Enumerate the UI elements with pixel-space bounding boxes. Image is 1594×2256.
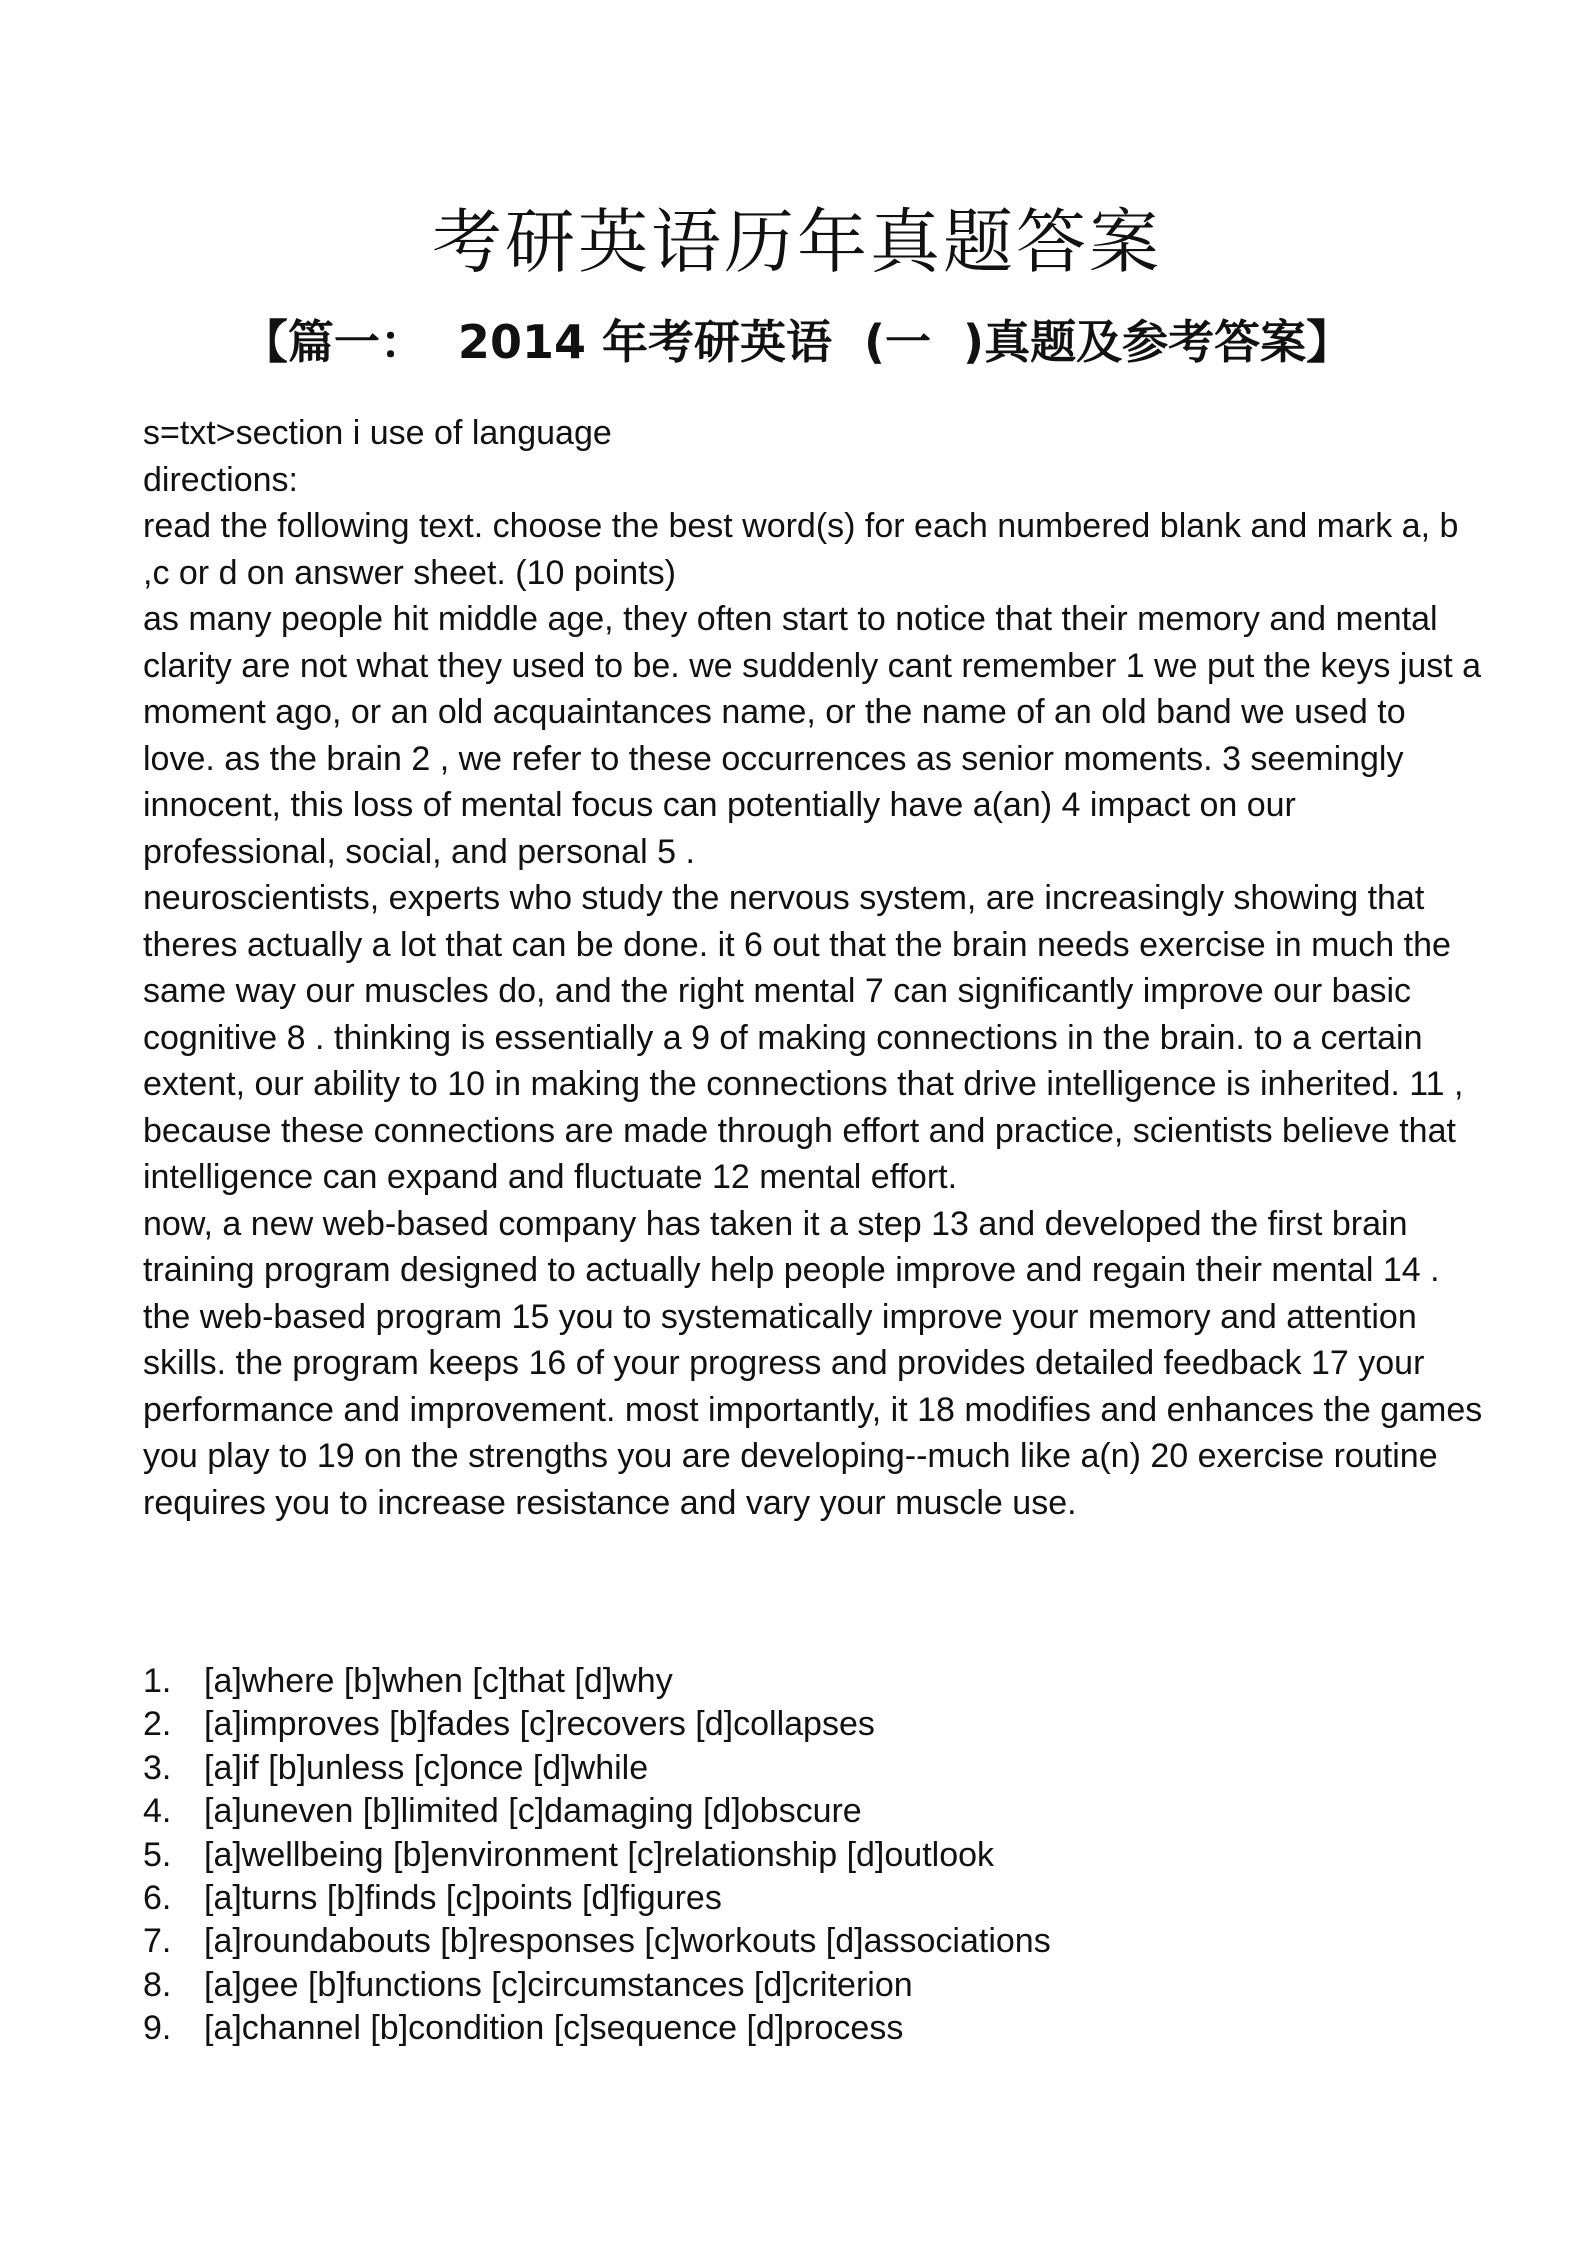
option-number: 7. bbox=[143, 1922, 172, 1961]
option-choices: [a]turns [b]finds [c]points [d]figures bbox=[204, 1878, 722, 1917]
answer-option bbox=[143, 1703, 1483, 1746]
option-number: 2. bbox=[143, 1705, 172, 1744]
option-choices: [a]gee [b]functions [c]circumstances [d]criterion bbox=[204, 1965, 913, 2004]
option-number: 8. bbox=[143, 1965, 172, 2004]
answer-option bbox=[143, 1660, 1483, 1703]
option-number: 9. bbox=[143, 2009, 172, 2048]
option-choices: [a]if [b]unless [c]once [d]while bbox=[204, 1748, 649, 1787]
passage-paragraph: now, a new web-based company has taken it a step 13 and developed the first brain training program designed to actually help people improve and regain their mental 14 . bbox=[143, 1204, 1440, 1289]
option-number: 3. bbox=[143, 1748, 172, 1787]
answer-option bbox=[143, 1834, 1483, 1877]
option-number: 6. bbox=[143, 1878, 172, 1917]
passage bbox=[143, 410, 1483, 1526]
option-choices: [a]roundabouts [b]responses [c]workouts [d]associations bbox=[204, 1922, 1051, 1961]
option-choices: [a]wellbeing [b]environment [c]relationship [d]outlook bbox=[204, 1835, 995, 1874]
answer-options-list bbox=[143, 1660, 1483, 2051]
passage-paragraph: the web-based program 15 you to systematically improve your memory and attention skills. the program keeps 16 of your progress and provides detailed feedback 17 your performance and improvement. most importantly, it 18 modifies and enhances the games you play to 19 on the strengths you are developing--much like a(n) 20 exercise routine requires you to increase resistance and vary your muscle use. bbox=[143, 1297, 1483, 1522]
answer-option bbox=[143, 1747, 1483, 1790]
option-choices: [a]channel [b]condition [c]sequence [d]process bbox=[204, 2009, 904, 2048]
answer-option bbox=[143, 1877, 1483, 1920]
answer-option bbox=[143, 2007, 1483, 2050]
option-choices: [a]uneven [b]limited [c]damaging [d]obscure bbox=[204, 1792, 862, 1831]
option-number: 5. bbox=[143, 1835, 172, 1874]
answer-option bbox=[143, 1790, 1483, 1833]
answer-option bbox=[143, 1964, 1483, 2007]
answer-option bbox=[143, 1920, 1483, 1963]
directions-text: read the following text. choose the best word(s) for each numbered blank and mark a, b ,c or d on answer sheet. (10 points) bbox=[143, 507, 1459, 592]
option-number: 4. bbox=[143, 1792, 172, 1831]
option-choices: [a]improves [b]fades [c]recovers [d]collapses bbox=[204, 1705, 875, 1744]
document-title: 考研英语历年真题答案 bbox=[432, 201, 1162, 283]
option-choices: [a]where [b]when [c]that [d]why bbox=[204, 1662, 673, 1700]
section-label: s=txt>section i use of language bbox=[143, 414, 612, 452]
passage-paragraph: as many people hit middle age, they often start to notice that their memory and mental clarity are not what they used to be. we suddenly cant remember 1 we put the keys just a moment ago, or an old acquaintances name, or the name of an old band we used to love. as the brain 2 , we refer to these occurrences as senior moments. 3 seemingly innocent, this loss of mental focus can potentially have a(an) 4 impact on our professional, social, and personal 5 . bbox=[143, 600, 1482, 871]
directions-label: directions: bbox=[143, 460, 298, 499]
passage-paragraph: neuroscientists, experts who study the nervous system, are increasingly showing that theres actually a lot that can be done. it 6 out that the brain needs exercise in much the same way our muscles do, and the right mental 7 can significantly improve our basic cognitive 8 . thinking is essentially a 9 of making connections in the brain. to a certain extent, our ability to 10 in making the connections that drive intelligence is inherited. 11 , because these connections are made through effort and practice, scientists believe that intelligence can expand and fluctuate 12 mental effort. bbox=[143, 879, 1464, 1196]
option-number: 1. bbox=[143, 1662, 172, 1700]
section-heading: 【篇一： 2014 年考研英语 (一 )真题及参考答案】 bbox=[241, 315, 1353, 369]
